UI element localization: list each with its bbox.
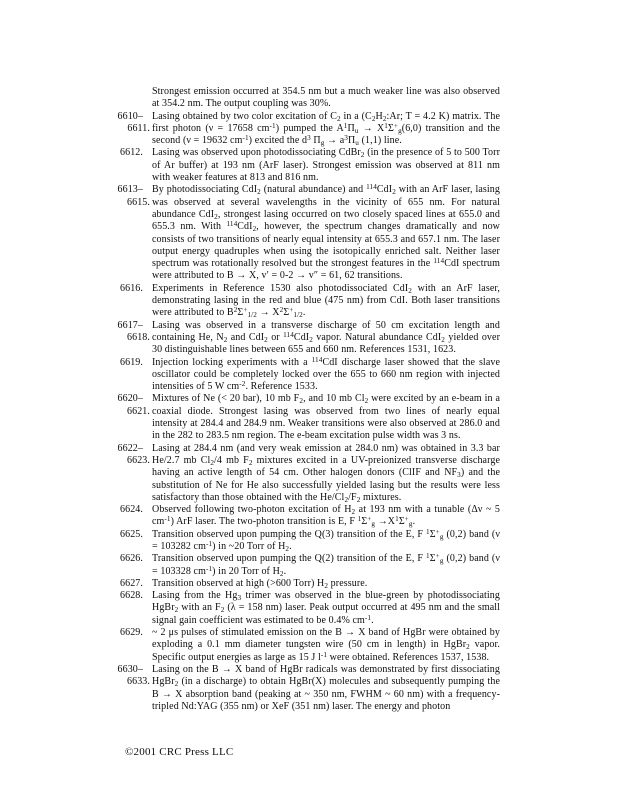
reference-entry — [110, 393, 500, 442]
entry-text: Lasing from the $Hg_3$ trimer was observed in the blue-green by photodissociating HgBr$_2$ with an $F_2$ (λ = 158 nm) laser. Peak output occurred at 495 nm and the small signal gain coefficient was estimated to be 0.4% $cm^{-1}$. — [152, 590, 501, 626]
reference-entry — [110, 86, 500, 111]
reference-entry — [110, 664, 500, 713]
entry-number-start: 6624. — [120, 504, 143, 516]
entry-text: Lasing was observed upon photodissociating CdBr$_2$ (in the presence of 5 to 500 Torr of Ar buffer) at 193 nm (ArF laser). Strongest emission was observed at 811 nm with weaker features at 813 and 816 nm. — [152, 147, 500, 184]
reference-entry — [110, 184, 500, 282]
entry-number-start: 6625. — [120, 528, 143, 540]
entry-text: Mixtures of Ne (< 20 bar), 10 mb $F_2$, and 10 mb $Cl_2$ were excited by an e-beam in a coaxial diode. Strongest lasing was observed from two lines of nearly equal intensity at 284.4 and 284.9 nm. Weaker transitions were also observed at 286.0 and in the 282 to 283.5 nm region. The e-beam excitation pulse width was 3 ns. — [152, 393, 500, 442]
entry-text: Lasing on the B → X band of HgBr radicals was demonstrated by first dissociating HgBr$_2$ (in a discharge) to obtain HgBr(X) molecules and subsequently pumping the B → X absorption band (peaking at ~ 350 nm, FWHM ~ 60 nm) with a frequency-tripled Nd:YAG (355 nm) or XeF (351 nm) laser. The energy and photon — [152, 663, 500, 712]
reference-entry — [110, 283, 500, 320]
reference-entry — [110, 578, 500, 590]
entry-text: Strongest emission occurred at 354.5 nm but a much weaker line was also observed at 354.2 nm. The output coupling was 30%. — [152, 86, 500, 110]
entry-number-end: 6611. — [127, 122, 150, 134]
entry-number-start: 6630– — [117, 663, 143, 675]
entry-number-start: 6610– — [117, 110, 143, 122]
entry-text: Transition observed at high (>600 Torr) $H_2$ pressure. — [152, 577, 368, 590]
content — [110, 86, 500, 713]
entry-number-start: 6616. — [120, 282, 143, 294]
entry-number-start: 6622– — [117, 442, 143, 454]
entry-number-end: 6621. — [127, 405, 150, 417]
entry-number-end: 6618. — [127, 331, 150, 343]
reference-entry — [110, 147, 500, 184]
entry-number-start: 6627. — [120, 577, 143, 589]
entry-text: Lasing obtained by two color excitation of $C_2$ in a ($C_2H_2:Ar$; T = 4.2 K) matrix. The first photon (ν = 17658 $cm^{-1}$) pumped the $A^1\Pi_u \to X^1\Sigma^+_g(6,0)$ transition and the second (ν = 19632 $cm^{-1}$) excited the $d^3$ $\Pi_g \to a^3\Pi_u$ (1,1) line. — [152, 110, 500, 147]
entry-number-start: 6629. — [120, 627, 143, 639]
entry-text: Observed following two-photon excitation of $H_2$ at 193 nm with a tunable (Δν ~ 5 $cm^{-1}$) ArF laser. The two-photon transition is E, F $^1\Sigma^+_g \to X^1\Sigma^+_g$. — [152, 504, 500, 529]
entry-number-start: 6617– — [117, 319, 143, 331]
entry-number-start: 6620– — [117, 393, 143, 405]
reference-entry — [110, 553, 500, 578]
entry-text: ~ 2 μs pulses of stimulated emission on the B → X band of HgBr were obtained by exploding a 0.1 mm diameter tungsten wire (50 cm in length) in HgBr$_2$ vapor. Specific output energies as large as 15 J $l^{-1}$ were obtained. References 1537, 1538. — [152, 627, 500, 663]
reference-entry — [110, 627, 500, 664]
reference-entry — [110, 443, 500, 504]
footer-copyright: ©2001 CRC Press LLC — [125, 746, 234, 758]
entry-number-start: 6613– — [117, 184, 143, 196]
entry-text: Lasing at 284.4 nm (and very weak emission at 284.0 nm) was obtained in 3.3 bar He/2.7 mb $Cl_2/4$ mb $F_2$ mixtures excited in a UV-preionized transverse discharge having an active length of 54 cm. Other halogen donors (ClIF and $NF_3$) and the substitution of Ne for He also successfully yielded lasing but the results were less satisfactory than those obtained with the $He/Cl_2/F_2$ mixtures. — [152, 442, 500, 504]
reference-entry — [110, 590, 500, 627]
entry-text: Transition observed upon pumping the Q(2) transition of the E, F $^1\Sigma^+_g$ (0,2) band (ν = 103328 $cm^{-1}$) in 20 Torr of $H_2$. — [152, 552, 500, 578]
entry-text: Injection locking experiments with a $^{114}$CdI discharge laser showed that the slave oscillator could be completely locked over the 655 to 660 nm region with injected intensities of 5 W $cm^{-2}$. Reference 1533. — [152, 355, 500, 393]
entry-number-start: 6628. — [120, 590, 143, 602]
entry-text: Lasing was observed in a transverse discharge of 50 cm excitation length and containing He, $N_2$ and CdI$_2$ or $^{114}$CdI$_2$ vapor. Natural abundance CdI$_2$ yielded over 30 distinguishable lines between 655 and 660 nm. References 1531, 1623. — [152, 319, 500, 356]
entry-text: By photodissociating CdI$_2$ (natural abundance) and $^{114}$CdI$_2$ with an ArF laser, lasing was observed at several wavelengths in the vicinity of 655 nm. For natural abundance CdI$_2$, strongest lasing occurred on two closely spaced lines at 655.0 and 655.3 nm. With $^{114}$CdI$_2$, however, the spectrum changes dramatically and now consists of two transitions of nearly equal intensity at 655.3 and 657.1 nm. The laser output energy quadruples when using the isotopically enriched salt. Neither laser spectrum was rotationally resolved but the strongest features in the $^{114}$CdI spectrum were attributed to B → X, v′ = 0-2 → v″ = 61, 62 transitions. — [152, 183, 501, 282]
reference-entry — [110, 504, 500, 529]
entry-number-end: 6615. — [127, 196, 150, 208]
entry-text: Experiments in Reference 1530 also photodissociated CdI$_2$ with an ArF laser, demonstrating lasing in the red and blue (475 nm) from CdI. Both laser transitions were attributed to $B^2\Sigma^+_{1/2} \to X^2\Sigma^+_{1/2}$. — [152, 282, 500, 320]
entry-number-start: 6612. — [120, 147, 143, 159]
reference-entry — [110, 111, 500, 148]
reference-entry — [110, 529, 500, 554]
reference-entry — [110, 357, 500, 394]
entry-number-end: 6623. — [127, 454, 150, 466]
entry-text: Transition observed upon pumping the Q(3) transition of the E, F $^1\Sigma^+_g$ (0,2) band (ν = 103282 $cm^{-1}$) in ~20 Torr of $H_2$. — [152, 527, 500, 553]
reference-entry — [110, 320, 500, 357]
entry-number-start: 6619. — [120, 356, 143, 368]
entry-number-end: 6633. — [127, 676, 150, 688]
entry-number-start: 6626. — [120, 553, 143, 565]
